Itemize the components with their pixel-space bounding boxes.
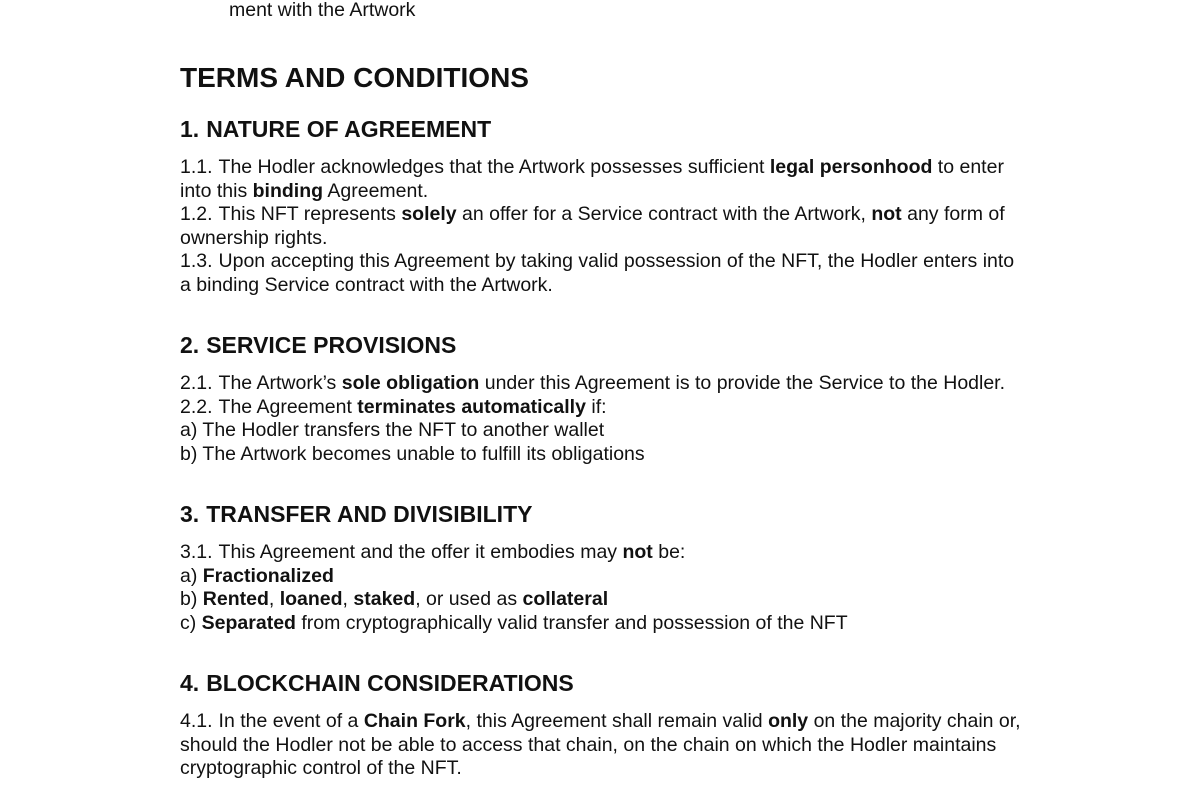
clause-bold-text: solely bbox=[401, 203, 457, 225]
list-item-a: a) The Hodler transfers the NFT to another wallet bbox=[180, 419, 605, 441]
clause-number: 3.1. bbox=[180, 541, 213, 563]
clause-number: 1.1. bbox=[180, 156, 213, 178]
clause-text: under this Agreement is to provide the Service to the Hodler. bbox=[479, 372, 1006, 394]
clause-1-2 bbox=[180, 203, 1030, 250]
section-heading bbox=[180, 499, 1030, 529]
list-bold-text: loaned bbox=[279, 588, 343, 610]
clause-text: This NFT represents bbox=[218, 203, 402, 225]
page-title: TERMS AND CONDITIONS bbox=[180, 62, 529, 93]
section-title: BLOCKCHAIN CONSIDERATIONS bbox=[206, 670, 574, 696]
clause-number: 4.1. bbox=[180, 710, 213, 732]
list-text: , bbox=[268, 588, 280, 610]
list-item-b bbox=[180, 588, 1030, 612]
section-service-provisions bbox=[180, 330, 1030, 466]
list-marker: a) bbox=[180, 564, 203, 587]
list-marker: b) bbox=[180, 588, 203, 610]
clause-text: any form of ownership rights. bbox=[180, 203, 1005, 249]
clause-text: if: bbox=[585, 395, 607, 418]
clause-2-1 bbox=[180, 372, 1030, 396]
list-bold-text: Fractionalized bbox=[202, 564, 334, 587]
section-title: NATURE OF AGREEMENT bbox=[206, 116, 492, 142]
section-nature-of-agreement bbox=[180, 114, 1030, 297]
clause-text: This Agreement and the offer it embodies may bbox=[218, 541, 623, 563]
clause-text: Agreement. bbox=[323, 179, 429, 202]
continued-text-fragment: ment with the Artwork bbox=[229, 0, 416, 21]
clause-bold-text: not bbox=[871, 203, 902, 225]
list-text: from cryptographically valid transfer and possession of the NFT bbox=[295, 611, 848, 634]
list-item-c bbox=[180, 612, 1030, 636]
section-number: 4. bbox=[180, 670, 200, 696]
clause-text: an offer for a Service contract with the Artwork, bbox=[456, 203, 872, 225]
clause-number: 1.2. bbox=[180, 203, 213, 225]
list-bold-text: collateral bbox=[522, 588, 609, 610]
clause-number: 2.2. bbox=[180, 395, 213, 418]
section-number: 2. bbox=[180, 332, 200, 358]
clause-text: The Hodler acknowledges that the Artwork possesses sufficient bbox=[218, 156, 770, 178]
clause-2-2 bbox=[180, 396, 1030, 420]
clause-text: to enter into this bbox=[180, 156, 1004, 202]
clause-3-1 bbox=[180, 541, 1030, 565]
clause-bold-text: binding bbox=[252, 179, 324, 202]
clause-text: The Artwork’s bbox=[218, 372, 342, 394]
clause-bold-text: terminates automatically bbox=[357, 395, 586, 418]
section-heading bbox=[180, 330, 1030, 360]
clause-text: Upon accepting this Agreement by taking valid possession of the NFT, the Hodler enters into a binding Service contract with the Artwork. bbox=[180, 250, 1015, 296]
clause-text: , this Agreement shall remain valid bbox=[465, 710, 769, 732]
list-text: , bbox=[342, 588, 354, 610]
clause-1-3 bbox=[180, 250, 1030, 297]
list-marker: c) bbox=[180, 611, 202, 634]
list-bold-text: Separated bbox=[201, 611, 296, 634]
section-blockchain-considerations bbox=[180, 668, 1030, 781]
clause-text: In the event of a bbox=[218, 710, 364, 732]
clause-4-1 bbox=[180, 710, 1030, 781]
list-bold-text: Rented bbox=[202, 588, 269, 610]
clause-bold-text: legal personhood bbox=[769, 156, 933, 178]
section-transfer-and-divisibility bbox=[180, 499, 1030, 635]
clause-bold-text: not bbox=[622, 541, 653, 563]
section-title: TRANSFER AND DIVISIBILITY bbox=[206, 501, 533, 527]
section-heading bbox=[180, 668, 1030, 698]
clause-bold-text: sole obligation bbox=[341, 372, 480, 394]
clause-text: be: bbox=[652, 541, 686, 563]
clause-number: 1.3. bbox=[180, 250, 213, 272]
clause-bold-text: only bbox=[768, 710, 809, 732]
clause-number: 2.1. bbox=[180, 372, 213, 394]
clause-1-1 bbox=[180, 156, 1030, 203]
section-number: 1. bbox=[180, 116, 200, 142]
clause-bold-text: Chain Fork bbox=[363, 710, 466, 732]
section-number: 3. bbox=[180, 501, 200, 527]
section-heading bbox=[180, 114, 1030, 144]
list-item-a bbox=[180, 565, 1030, 589]
list-text: , or used as bbox=[415, 588, 523, 610]
list-bold-text: staked bbox=[353, 588, 416, 610]
list-item-b: b) The Artwork becomes unable to fulfill its obligations bbox=[180, 442, 645, 465]
section-title: SERVICE PROVISIONS bbox=[206, 332, 457, 358]
clause-text: on the majority chain or, should the Hodler not be able to access that chain, on the chain on which the Hodler maintains cryptographic control of the NFT. bbox=[180, 710, 1021, 779]
clause-text: The Agreement bbox=[218, 395, 358, 418]
